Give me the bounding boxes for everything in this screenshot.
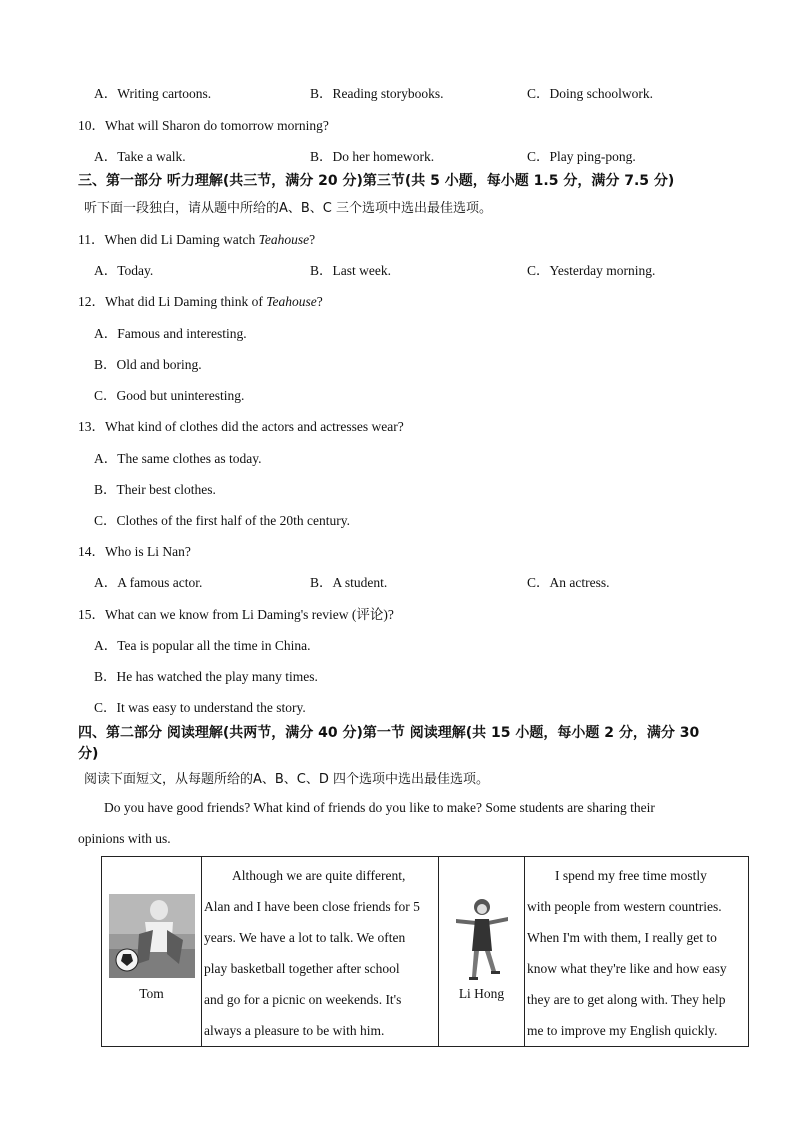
q9-option-c: C．Doing schoolwork. (527, 86, 653, 101)
q13-stem: 13．What kind of clothes did the actors and actresses wear? (78, 419, 404, 434)
q13-option-c: C．Clothes of the first half of the 20th century. (94, 513, 350, 528)
tom-text-line: years. We have a lot to talk. We often (204, 930, 406, 945)
lihong-photo (452, 895, 512, 985)
q10-option-b: B．Do her homework. (310, 149, 435, 164)
q9-option-b: B．Reading storybooks. (310, 86, 444, 101)
tom-photo-cell (102, 857, 202, 1047)
tom-text (202, 857, 438, 1046)
q11-stem-end: ? (309, 232, 316, 247)
q12-stem-end: ? (316, 294, 323, 309)
passage-intro-line2: opinions with us. (78, 831, 171, 846)
lihong-photo-cell (439, 857, 525, 1047)
q12-stem-text: 12．What did Li Daming think of (78, 294, 267, 309)
lihong-text-cell (525, 857, 749, 1047)
q10-option-a: A．Take a walk. (94, 149, 186, 164)
lihong-name: Li Hong (458, 986, 505, 1001)
lihong-text (525, 857, 748, 1046)
q9-option-a: A．Writing cartoons. (94, 86, 212, 101)
q10-stem: 10．What will Sharon do tomorrow morning? (78, 118, 329, 133)
q14-stem: 14．Who is Li Nan? (78, 544, 191, 559)
tom-name: Tom (139, 986, 164, 1001)
tom-photo (109, 894, 195, 978)
section4-heading-line2: 分) (78, 746, 99, 762)
tom-text-line: Although we are quite different, (232, 868, 406, 883)
q11-option-c: C．Yesterday morning. (527, 263, 656, 278)
q11-stem (78, 228, 315, 248)
q10-option-c: C．Play ping-pong. (527, 149, 636, 164)
lihong-text-line: they are to get along with. They help (527, 992, 726, 1007)
lihong-text-line: When I'm with them, I really get to (527, 930, 717, 945)
q14-option-a: A．A famous actor. (94, 575, 203, 590)
q12-option-c: C．Good but uninteresting. (94, 388, 245, 403)
q12-stem (78, 290, 323, 310)
friends-table (101, 856, 749, 1047)
tom-text-line: and go for a picnic on weekends. It's (204, 992, 402, 1007)
section3-heading: 三、第一部分 听力理解(共三节，满分 20 分)第三节(共 5 小题，每小题 1.5 分，满分 7.5 分) (78, 173, 675, 189)
q12-option-a: A．Famous and interesting. (94, 326, 247, 341)
section4-heading-line1: 四、第二部分 阅读理解(共两节，满分 40 分)第一节 阅读理解(共 15 小题，每小题 2 分，满分 30 (78, 725, 700, 741)
q11-option-a: A．Today. (94, 263, 154, 278)
tom-text-line: always a pleasure to be with him. (204, 1023, 385, 1038)
q14-option-c: C．An actress. (527, 575, 610, 590)
lihong-text-line: know what they're like and how easy (527, 961, 727, 976)
lihong-text-line: I spend my free time mostly (555, 868, 707, 883)
lihong-text-line: me to improve my English quickly. (527, 1023, 718, 1038)
q14-option-b: B．A student. (310, 575, 388, 590)
tom-text-cell (202, 857, 439, 1047)
q12-title-italic: Teahouse (266, 294, 317, 309)
tom-text-line: play basketball together after school (204, 961, 400, 976)
q13-option-b: B．Their best clothes. (94, 482, 216, 497)
q11-title-italic: Teahouse (258, 232, 310, 247)
q15-option-b: B．He has watched the play many times. (94, 669, 318, 684)
q11-option-b: B．Last week. (310, 263, 391, 278)
q12-option-b: B．Old and boring. (94, 357, 202, 372)
section4-instruction: 阅读下面短文，从每题所给的A、B、C、D 四个选项中选出最佳选项。 (84, 772, 490, 787)
lihong-text-line: with people from western countries. (527, 899, 722, 914)
q15-option-a: A．Tea is popular all the time in China. (94, 638, 311, 653)
section3-instruction: 听下面一段独白，请从题中所给的A、B、C 三个选项中选出最佳选项。 (84, 201, 493, 216)
q15-stem: 15．What can we know from Li Daming's review (评论)? (78, 607, 394, 622)
tom-text-line: Alan and I have been close friends for 5 (204, 899, 420, 914)
q15-option-c: C．It was easy to understand the story. (94, 700, 306, 715)
passage-intro-line1: Do you have good friends? What kind of friends do you like to make? Some students are sharing their (104, 800, 655, 815)
q13-option-a: A．The same clothes as today. (94, 451, 262, 466)
q11-stem-text: 11．When did Li Daming watch (78, 232, 259, 247)
